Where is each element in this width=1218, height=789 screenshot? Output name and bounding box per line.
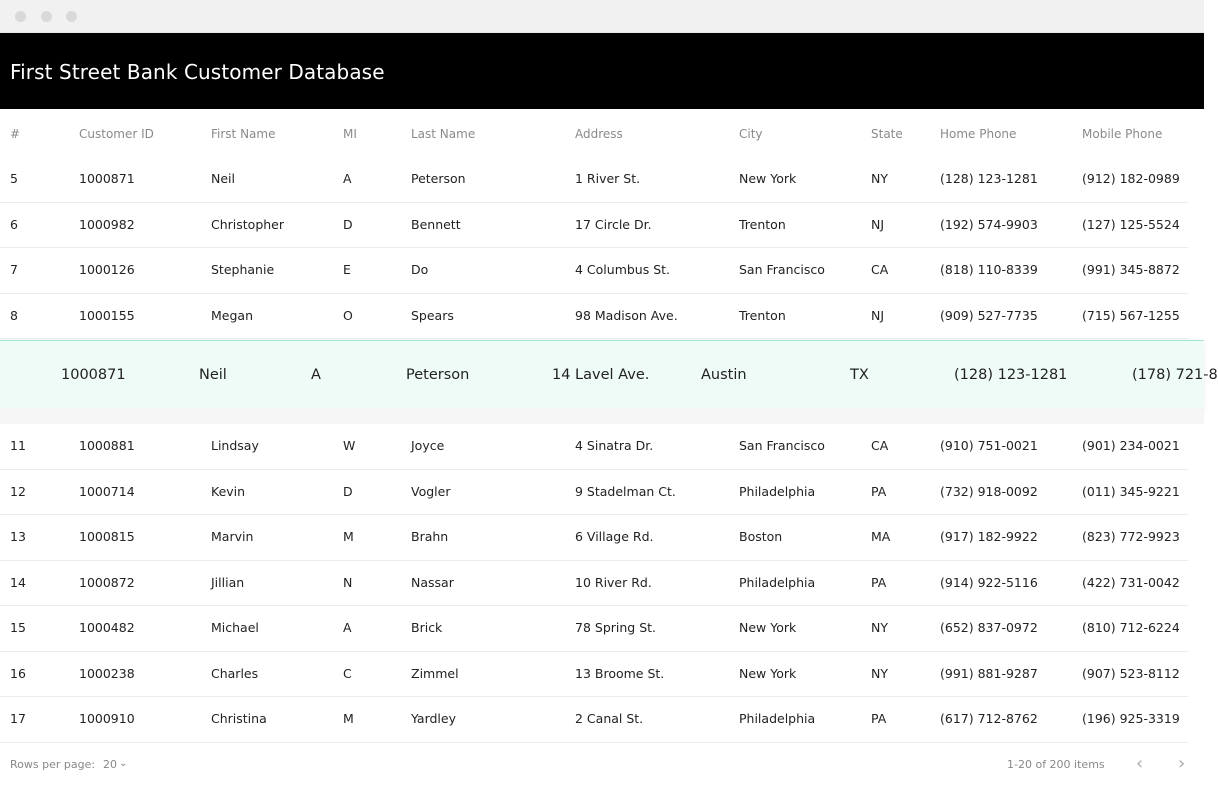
- cell-city: San Francisco: [739, 438, 825, 453]
- cell-last-name: Do: [411, 262, 429, 277]
- window-minimize-button[interactable]: [41, 11, 52, 22]
- cell-first-name: Michael: [211, 620, 259, 635]
- cell-home-phone: (910) 751-0021: [940, 438, 1038, 453]
- table-row[interactable]: [0, 424, 1188, 470]
- cell-city: Trenton: [739, 216, 786, 232]
- cell-address: 6 Village Rd.: [575, 529, 654, 544]
- cell-number: 11: [10, 438, 26, 453]
- cell-state: NJ: [871, 307, 885, 323]
- cell-first-name: Christina: [211, 711, 267, 726]
- cell-city: San Francisco: [739, 262, 825, 277]
- cell-number: 13: [10, 529, 26, 544]
- cell-home-phone: (991) 881-9287: [940, 665, 1038, 681]
- cell-mi: A: [343, 620, 352, 635]
- cell-state: PA: [871, 574, 887, 590]
- table-body-bottom: [0, 424, 1204, 743]
- cell-mobile-phone: (912) 182-0989: [1082, 171, 1180, 186]
- chevron-right-icon[interactable]: ›: [1178, 753, 1186, 774]
- chevron-left-icon[interactable]: ‹: [1136, 753, 1144, 774]
- cell-number: 16: [10, 665, 26, 681]
- cell-address: 17 Circle Dr.: [575, 216, 652, 232]
- cell-address: 78 Spring St.: [575, 620, 656, 635]
- header-col-address[interactable]: Address: [575, 127, 623, 141]
- cell-customer-id: 1000910: [79, 711, 135, 726]
- cell-state: CA: [871, 438, 889, 453]
- app-header: [0, 33, 1204, 109]
- cell-mobile-phone: (810) 712-6224: [1082, 620, 1180, 635]
- chevron-down-icon[interactable]: ⌄: [119, 758, 128, 769]
- cell-number: 15: [10, 620, 26, 635]
- window-close-button[interactable]: [15, 11, 26, 22]
- cell-mi: M: [343, 711, 354, 726]
- header-col-city[interactable]: City: [739, 127, 763, 141]
- table-row[interactable]: [0, 515, 1188, 561]
- cell-customer-id: 1000238: [79, 665, 135, 681]
- cell-city: Trenton: [739, 307, 786, 323]
- cell-mobile-phone: (991) 345-8872: [1082, 262, 1180, 277]
- cell-last-name: Spears: [411, 307, 454, 323]
- cell-home-phone: (617) 712-8762: [940, 711, 1038, 726]
- cell-customer-id: 1000155: [79, 307, 135, 323]
- cell-mobile-phone: (823) 772-9923: [1082, 529, 1180, 544]
- cell-address: 98 Madison Ave.: [575, 307, 678, 323]
- cell-mobile-phone: (422) 731-0042: [1082, 574, 1180, 590]
- table-header: [0, 109, 1204, 159]
- cell-first-name: Christopher: [211, 216, 285, 232]
- cell-mi: E: [343, 262, 351, 277]
- cell-customer-id: 1000881: [79, 438, 135, 453]
- selected-cell-customer-id: 1000871: [61, 367, 126, 383]
- cell-last-name: Zimmel: [411, 665, 459, 681]
- cell-last-name: Yardley: [411, 711, 456, 726]
- rows-per-page-label: Rows per page:: [10, 758, 96, 771]
- selected-cell-last-name: Peterson: [406, 367, 470, 383]
- cell-city: Philadelphia: [739, 574, 816, 590]
- cell-mobile-phone: (907) 523-8112: [1082, 665, 1180, 681]
- cell-home-phone: (917) 182-9922: [940, 529, 1038, 544]
- cell-first-name: Stephanie: [211, 262, 275, 277]
- table-row[interactable]: [0, 697, 1188, 743]
- window-titlebar: [0, 0, 1204, 33]
- cell-state: NY: [871, 620, 888, 635]
- cell-number: 7: [10, 262, 18, 277]
- cell-mi: N: [343, 574, 353, 590]
- cell-mi: A: [343, 171, 352, 186]
- window-maximize-button[interactable]: [66, 11, 77, 22]
- table-row[interactable]: [0, 203, 1188, 249]
- pagination-range: 1-20 of 200 items: [1007, 758, 1105, 771]
- table-row[interactable]: [0, 561, 1188, 607]
- cell-last-name: Brahn: [411, 529, 449, 544]
- cell-number: 12: [10, 483, 26, 499]
- selected-table-row[interactable]: [0, 340, 1218, 410]
- cell-mi: W: [343, 438, 356, 453]
- table-body-top: [0, 157, 1204, 339]
- cell-customer-id: 1000126: [79, 262, 135, 277]
- cell-mi: D: [343, 483, 353, 499]
- cell-mobile-phone: (196) 925-3319: [1082, 711, 1180, 726]
- cell-home-phone: (914) 922-5116: [940, 574, 1038, 590]
- cell-customer-id: 1000871: [79, 171, 135, 186]
- cell-state: MA: [871, 529, 891, 544]
- cell-first-name: Jillian: [211, 574, 245, 590]
- cell-address: 4 Columbus St.: [575, 262, 671, 277]
- cell-mobile-phone: (011) 345-9221: [1082, 483, 1180, 499]
- cell-state: CA: [871, 262, 889, 277]
- cell-address: 13 Broome St.: [575, 665, 665, 681]
- selected-cell-mobile-phone: (178) 721-8: [1132, 367, 1218, 383]
- table-row[interactable]: [0, 294, 1188, 340]
- cell-last-name: Vogler: [411, 483, 451, 499]
- cell-last-name: Bennett: [411, 216, 461, 232]
- cell-city: New York: [739, 665, 797, 681]
- header-col-customer-id[interactable]: Customer ID: [79, 127, 154, 141]
- cell-mobile-phone: (127) 125-5524: [1082, 216, 1180, 232]
- selected-cell-city: Austin: [701, 367, 747, 383]
- cell-last-name: Joyce: [411, 438, 445, 453]
- selected-cell-state: TX: [850, 367, 869, 383]
- cell-last-name: Peterson: [411, 171, 466, 186]
- rows-per-page-select[interactable]: 20: [103, 758, 117, 771]
- row-gap: [0, 408, 1204, 424]
- cell-first-name: Lindsay: [211, 438, 259, 453]
- selected-cell-first-name: Neil: [199, 367, 227, 383]
- cell-customer-id: 1000815: [79, 529, 135, 544]
- cell-address: 4 Sinatra Dr.: [575, 438, 654, 453]
- cell-customer-id: 1000982: [79, 216, 135, 232]
- cell-mi: D: [343, 216, 353, 232]
- cell-mobile-phone: (901) 234-0021: [1082, 438, 1180, 453]
- cell-address: 1 River St.: [575, 171, 641, 186]
- cell-first-name: Neil: [211, 171, 235, 186]
- selected-cell-address: 14 Lavel Ave.: [552, 367, 650, 383]
- cell-number: 17: [10, 711, 26, 726]
- header-col-last-name[interactable]: Last Name: [411, 127, 476, 141]
- cell-first-name: Megan: [211, 307, 253, 323]
- table-row[interactable]: [0, 470, 1188, 516]
- cell-number: 14: [10, 574, 26, 590]
- cell-customer-id: 1000482: [79, 620, 135, 635]
- cell-number: 8: [10, 307, 18, 323]
- cell-number: 5: [10, 171, 18, 186]
- cell-city: Philadelphia: [739, 483, 816, 499]
- selected-cell-mi: A: [311, 367, 321, 383]
- cell-home-phone: (818) 110-8339: [940, 262, 1038, 277]
- header-col-first-name[interactable]: First Name: [211, 127, 276, 141]
- table-row[interactable]: [0, 248, 1188, 294]
- cell-home-phone: (652) 837-0972: [940, 620, 1038, 635]
- cell-last-name: Nassar: [411, 574, 454, 590]
- cell-mobile-phone: (715) 567-1255: [1082, 307, 1180, 323]
- cell-state: NY: [871, 665, 888, 681]
- header-col-home-phone[interactable]: Home Phone: [940, 127, 1017, 141]
- table-row[interactable]: [0, 652, 1188, 698]
- cell-home-phone: (909) 527-7735: [940, 307, 1038, 323]
- cell-home-phone: (732) 918-0092: [940, 483, 1038, 499]
- cell-city: Philadelphia: [739, 711, 816, 726]
- cell-customer-id: 1000872: [79, 574, 135, 590]
- cell-first-name: Charles: [211, 665, 259, 681]
- header-col-mobile-phone[interactable]: Mobile Phone: [1082, 127, 1163, 141]
- pagination-bar: [0, 740, 1204, 789]
- cell-first-name: Kevin: [211, 483, 246, 499]
- cell-home-phone: (128) 123-1281: [940, 171, 1038, 186]
- cell-city: New York: [739, 620, 797, 635]
- cell-address: 2 Canal St.: [575, 711, 644, 726]
- cell-address: 9 Stadelman Ct.: [575, 483, 676, 499]
- cell-last-name: Brick: [411, 620, 443, 635]
- cell-address: 10 River Rd.: [575, 574, 652, 590]
- cell-city: Boston: [739, 529, 783, 544]
- cell-number: 6: [10, 216, 18, 232]
- cell-state: PA: [871, 711, 887, 726]
- cell-mi: M: [343, 529, 354, 544]
- header-col-state[interactable]: State: [871, 127, 903, 141]
- header-col-number[interactable]: #: [10, 127, 21, 141]
- table-row[interactable]: [0, 157, 1188, 203]
- cell-first-name: Marvin: [211, 529, 254, 544]
- header-col-mi[interactable]: MI: [343, 127, 357, 141]
- cell-mi: O: [343, 307, 353, 323]
- cell-city: New York: [739, 171, 797, 186]
- table-row[interactable]: [0, 606, 1188, 652]
- page-title: First Street Bank Customer Database: [10, 60, 385, 84]
- cell-state: NY: [871, 171, 888, 186]
- selected-cell-home-phone: (128) 123-1281: [954, 367, 1068, 383]
- cell-home-phone: (192) 574-9903: [940, 216, 1038, 232]
- cell-mi: C: [343, 665, 352, 681]
- cell-customer-id: 1000714: [79, 483, 135, 499]
- cell-state: PA: [871, 483, 887, 499]
- cell-state: NJ: [871, 216, 885, 232]
